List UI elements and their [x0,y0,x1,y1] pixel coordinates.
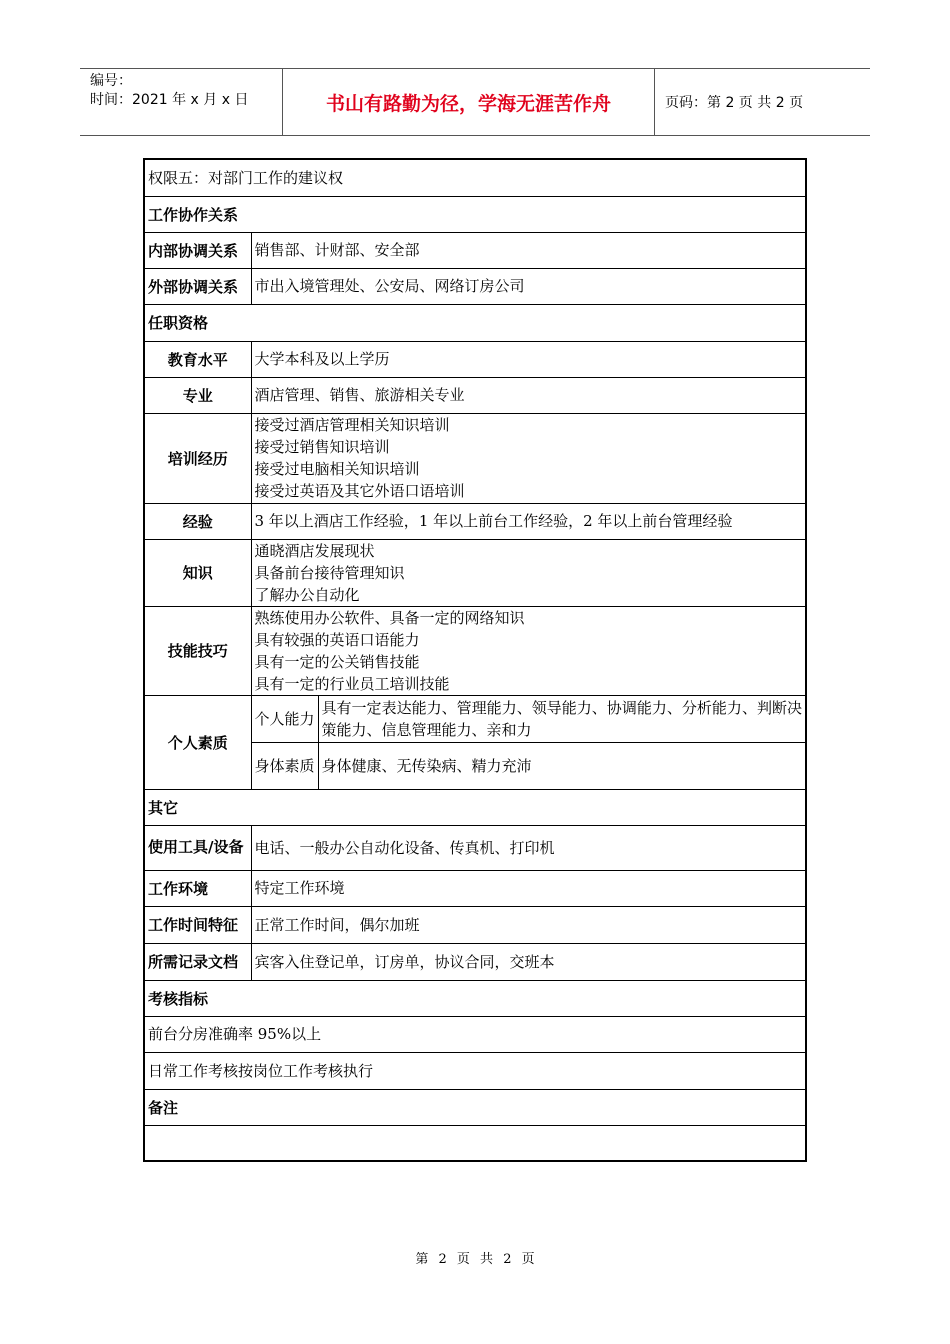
list-item: 接受过英语及其它外语口语培训 [254,482,465,500]
table-row [144,341,806,377]
list-item: 接受过销售知识培训 [254,438,390,456]
table-row [144,539,806,606]
list-item: 具有一定的行业员工培训技能 [254,674,450,693]
table-row [144,1052,806,1089]
list-item: 具备前台接待管理知识 [254,563,405,582]
education-label: 教育水平 [144,341,251,377]
table-row [144,196,806,232]
header-page-number: 页码：第 2 页 共 2 页 [665,95,804,111]
work-environment-label: 工作环境 [144,870,251,906]
table-row [144,606,806,695]
assessment-item: 前台分房准确率 95%以上 [144,1016,806,1052]
header-meta [80,69,283,135]
list-item: 接受过电脑相关知识培训 [254,460,420,478]
table-row [144,304,806,341]
table-row [144,980,806,1016]
table-row [144,377,806,413]
major-value: 酒店管理、销售、旅游相关专业 [251,377,806,413]
knowledge-list [251,539,806,606]
external-coordination-label: 外部协调关系 [144,268,251,304]
internal-coordination-label: 内部协调关系 [144,232,251,268]
table-row [144,232,806,268]
table-row [144,503,806,539]
authority-five-text: 权限五：对部门工作的建议权 [144,159,806,196]
table-row [144,695,806,742]
page-footer: 第 2 页 共 2 页 [415,1252,535,1267]
page-header [80,68,870,136]
list-item: 接受过酒店管理相关知识培训 [254,416,450,434]
section-title-cooperation: 工作协作关系 [144,196,806,232]
tools-label: 使用工具/设备 [144,825,251,870]
knowledge-label: 知识 [144,539,251,606]
tools-value: 电话、一般办公自动化设备、传真机、打印机 [251,825,806,870]
skills-label: 技能技巧 [144,606,251,695]
table-row [144,1089,806,1125]
section-title-qualification: 任职资格 [144,304,806,341]
header-motto: 书山有路勤为径，学海无涯苦作舟 [283,69,655,135]
training-list [251,413,806,503]
list-item: 具有较强的英语口语能力 [254,630,420,649]
work-time-value: 正常工作时间，偶尔加班 [251,906,806,943]
table-row [144,906,806,943]
training-label: 培训经历 [144,413,251,503]
table-row [144,870,806,906]
table-row [144,159,806,196]
physical-label: 身体素质 [251,742,318,789]
section-title-other: 其它 [144,789,806,825]
list-item: 通晓酒店发展现状 [254,541,375,560]
ability-label: 个人能力 [251,695,318,742]
list-item: 熟练使用办公软件、具备一定的网络知识 [254,608,525,627]
ability-value: 具有一定表达能力、管理能力、领导能力、协调能力、分析能力、判断决策能力、信息管理能力、亲和力 [318,695,806,742]
physical-value: 身体健康、无传染病、精力充沛 [318,742,806,789]
experience-value: 3 年以上酒店工作经验，1 年以上前台工作经验，2 年以上前台管理经验 [251,503,806,539]
major-label: 专业 [144,377,251,413]
work-environment-value: 特定工作环境 [251,870,806,906]
table-row [144,825,806,870]
required-docs-label: 所需记录文档 [144,943,251,980]
table-row [144,1016,806,1052]
required-docs-value: 宾客入住登记单，订房单，协议合同，交班本 [251,943,806,980]
table-row [144,943,806,980]
job-description-table [143,158,807,1162]
document-date-label: 时间：2021 年 x 月 x 日 [90,92,249,108]
personal-quality-label: 个人素质 [144,695,251,789]
section-title-remarks: 备注 [144,1089,806,1125]
table-row [144,1125,806,1161]
remarks-value [144,1125,806,1161]
internal-coordination-value: 销售部、计财部、安全部 [251,232,806,268]
external-coordination-value: 市出入境管理处、公安局、网络订房公司 [251,268,806,304]
list-item: 具有一定的公关销售技能 [254,652,420,671]
work-time-label: 工作时间特征 [144,906,251,943]
skills-list [251,606,806,695]
table-row [144,789,806,825]
list-item: 了解办公自动化 [254,585,360,604]
experience-label: 经验 [144,503,251,539]
document-number-label: 编号： [90,73,132,89]
section-title-assessment: 考核指标 [144,980,806,1016]
table-row [144,268,806,304]
table-row [144,413,806,503]
education-value: 大学本科及以上学历 [251,341,806,377]
assessment-item: 日常工作考核按岗位工作考核执行 [144,1052,806,1089]
